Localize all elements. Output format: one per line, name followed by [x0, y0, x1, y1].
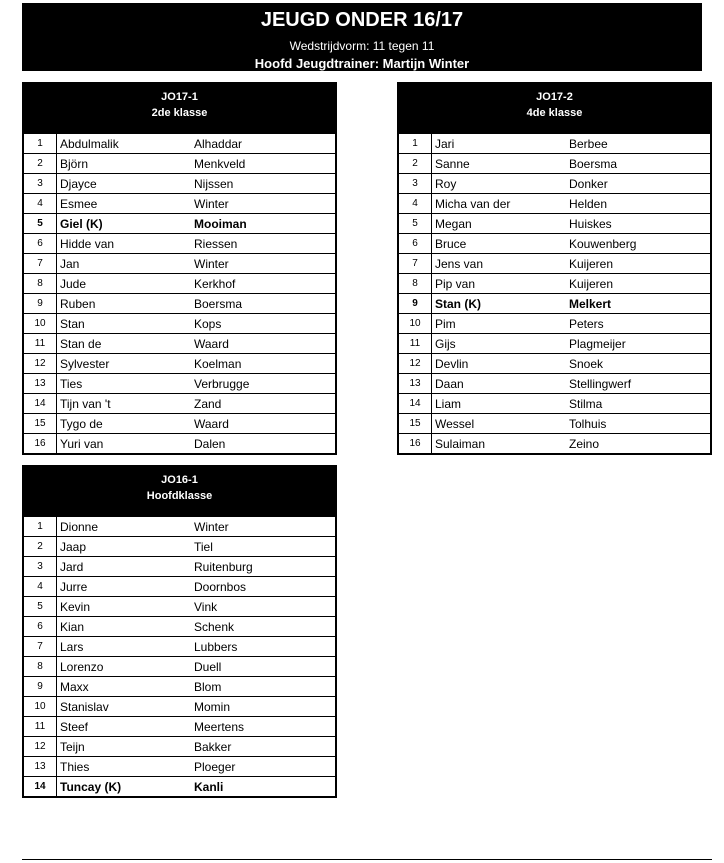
player-first-name: Lorenzo [57, 657, 195, 677]
player-first-name: Djayce [57, 174, 195, 194]
player-first-name: Giel (K) [57, 214, 195, 234]
player-first-name: Jard [57, 557, 195, 577]
player-first-name: Tijn van 't [57, 394, 195, 414]
player-last-name: Helden [569, 194, 710, 214]
player-last-name: Snoek [569, 354, 710, 374]
player-first-name: Björn [57, 154, 195, 174]
team-league: 4de klasse [526, 107, 583, 119]
player-number: 10 [24, 314, 57, 334]
player-row [399, 234, 710, 254]
player-row [24, 677, 335, 697]
team-name: JO17-2 [536, 91, 573, 103]
player-row [399, 394, 710, 414]
player-last-name: Donker [569, 174, 710, 194]
player-number: 12 [24, 354, 57, 374]
player-row [24, 314, 335, 334]
player-last-name: Duell [194, 657, 335, 677]
player-first-name: Jude [57, 274, 195, 294]
team-header [24, 467, 335, 516]
player-number: 12 [24, 737, 57, 757]
player-number: 5 [24, 597, 57, 617]
player-last-name: Winter [194, 517, 335, 537]
player-last-name: Winter [194, 194, 335, 214]
player-first-name: Abdulmalik [57, 134, 195, 154]
player-number: 13 [24, 374, 57, 394]
player-first-name: Roy [432, 174, 570, 194]
player-number: 13 [399, 374, 432, 394]
player-number: 3 [24, 557, 57, 577]
player-last-name: Schenk [194, 617, 335, 637]
player-number: 7 [24, 254, 57, 274]
player-last-name: Melkert [569, 294, 710, 314]
player-last-name: Riessen [194, 234, 335, 254]
player-number: 8 [24, 274, 57, 294]
player-last-name: Ruitenburg [194, 557, 335, 577]
player-number: 8 [24, 657, 57, 677]
player-last-name: Zeino [569, 434, 710, 454]
player-first-name: Liam [432, 394, 570, 414]
player-row [24, 434, 335, 454]
player-row [399, 434, 710, 454]
player-last-name: Huiskes [569, 214, 710, 234]
player-number: 8 [399, 274, 432, 294]
player-number: 14 [399, 394, 432, 414]
player-first-name: Esmee [57, 194, 195, 214]
player-number: 2 [399, 154, 432, 174]
player-row [24, 234, 335, 254]
player-last-name: Momin [194, 697, 335, 717]
player-row [399, 214, 710, 234]
player-row [24, 577, 335, 597]
team-card-jo17-1 [22, 82, 337, 455]
player-table [24, 516, 335, 796]
player-first-name: Devlin [432, 354, 570, 374]
player-last-name: Tolhuis [569, 414, 710, 434]
player-first-name: Dionne [57, 517, 195, 537]
player-number: 6 [24, 234, 57, 254]
team-card-jo17-2 [397, 82, 712, 455]
player-number: 14 [24, 394, 57, 414]
player-last-name: Tiel [194, 537, 335, 557]
player-last-name: Alhaddar [194, 134, 335, 154]
head-trainer: Hoofd Jeugdtrainer: Martijn Winter [254, 56, 470, 71]
player-number: 2 [24, 537, 57, 557]
player-last-name: Koelman [194, 354, 335, 374]
player-number: 11 [24, 334, 57, 354]
team-header [24, 84, 335, 133]
player-first-name: Wessel [432, 414, 570, 434]
player-first-name: Stan de [57, 334, 195, 354]
player-last-name: Stellingwerf [569, 374, 710, 394]
player-last-name: Kuijeren [569, 274, 710, 294]
player-number: 9 [24, 677, 57, 697]
player-row [24, 214, 335, 234]
player-last-name: Waard [194, 414, 335, 434]
match-format: Wedstrijdvorm: 11 tegen 11 [289, 39, 435, 53]
player-row [399, 314, 710, 334]
player-row [399, 294, 710, 314]
player-number: 16 [399, 434, 432, 454]
player-number: 15 [24, 414, 57, 434]
player-first-name: Bruce [432, 234, 570, 254]
player-row [24, 254, 335, 274]
player-row [24, 194, 335, 214]
player-last-name: Lubbers [194, 637, 335, 657]
player-number: 11 [399, 334, 432, 354]
player-number: 10 [24, 697, 57, 717]
player-row [24, 617, 335, 637]
player-row [399, 254, 710, 274]
player-row [24, 697, 335, 717]
player-row [24, 134, 335, 154]
player-row [24, 394, 335, 414]
player-row [399, 414, 710, 434]
player-row [24, 777, 335, 797]
player-number: 10 [399, 314, 432, 334]
player-number: 3 [24, 174, 57, 194]
player-last-name: Menkveld [194, 154, 335, 174]
player-number: 7 [399, 254, 432, 274]
player-number: 6 [24, 617, 57, 637]
player-last-name: Waard [194, 334, 335, 354]
player-last-name: Doornbos [194, 577, 335, 597]
player-last-name: Dalen [194, 434, 335, 454]
player-first-name: Thies [57, 757, 195, 777]
team-header [399, 84, 710, 133]
player-first-name: Teijn [57, 737, 195, 757]
player-number: 12 [399, 354, 432, 374]
player-first-name: Jens van [432, 254, 570, 274]
player-table [399, 133, 710, 453]
player-last-name: Boersma [569, 154, 710, 174]
player-last-name: Kerkhof [194, 274, 335, 294]
player-number: 2 [24, 154, 57, 174]
player-last-name: Stilma [569, 394, 710, 414]
player-row [24, 537, 335, 557]
player-first-name: Jari [432, 134, 570, 154]
player-row [399, 354, 710, 374]
player-row [24, 174, 335, 194]
player-first-name: Sylvester [57, 354, 195, 374]
player-last-name: Plagmeijer [569, 334, 710, 354]
player-row [24, 757, 335, 777]
player-first-name: Sulaiman [432, 434, 570, 454]
team-name: JO17-1 [161, 91, 198, 103]
player-first-name: Sanne [432, 154, 570, 174]
player-first-name: Jurre [57, 577, 195, 597]
player-last-name: Winter [194, 254, 335, 274]
player-number: 1 [399, 134, 432, 154]
player-row [399, 134, 710, 154]
player-number: 4 [399, 194, 432, 214]
player-first-name: Stanislav [57, 697, 195, 717]
player-number: 9 [399, 294, 432, 314]
player-last-name: Boersma [194, 294, 335, 314]
player-last-name: Berbee [569, 134, 710, 154]
player-number: 9 [24, 294, 57, 314]
player-row [399, 194, 710, 214]
player-first-name: Lars [57, 637, 195, 657]
player-row [24, 597, 335, 617]
player-number: 16 [24, 434, 57, 454]
player-first-name: Micha van der [432, 194, 570, 214]
player-number: 6 [399, 234, 432, 254]
player-row [24, 517, 335, 537]
player-first-name: Tuncay (K) [57, 777, 195, 797]
player-first-name: Hidde van [57, 234, 195, 254]
player-first-name: Ties [57, 374, 195, 394]
player-row [399, 374, 710, 394]
player-last-name: Peters [569, 314, 710, 334]
player-row [399, 274, 710, 294]
player-first-name: Pim [432, 314, 570, 334]
player-last-name: Verbrugge [194, 374, 335, 394]
player-last-name: Kuijeren [569, 254, 710, 274]
player-first-name: Maxx [57, 677, 195, 697]
page-title: JEUGD ONDER 16/17 [260, 9, 464, 31]
player-number: 1 [24, 134, 57, 154]
player-row [24, 717, 335, 737]
player-row [399, 334, 710, 354]
player-first-name: Jan [57, 254, 195, 274]
player-row [24, 557, 335, 577]
player-first-name: Tygo de [57, 414, 195, 434]
player-last-name: Nijssen [194, 174, 335, 194]
player-row [24, 657, 335, 677]
player-number: 5 [24, 214, 57, 234]
player-last-name: Kops [194, 314, 335, 334]
player-last-name: Zand [194, 394, 335, 414]
player-number: 14 [24, 777, 57, 797]
team-league: Hoofdklasse [146, 490, 213, 502]
player-number: 3 [399, 174, 432, 194]
player-number: 15 [399, 414, 432, 434]
player-first-name: Stan [57, 314, 195, 334]
player-row [399, 154, 710, 174]
player-number: 4 [24, 577, 57, 597]
player-first-name: Stan (K) [432, 294, 570, 314]
player-last-name: Vink [194, 597, 335, 617]
player-row [24, 274, 335, 294]
player-first-name: Kian [57, 617, 195, 637]
player-last-name: Bakker [194, 737, 335, 757]
player-number: 4 [24, 194, 57, 214]
player-row [24, 354, 335, 374]
team-league: 2de klasse [151, 107, 208, 119]
player-last-name: Ploeger [194, 757, 335, 777]
player-last-name: Kouwenberg [569, 234, 710, 254]
player-row [24, 294, 335, 314]
player-last-name: Kanli [194, 777, 335, 797]
player-row [399, 174, 710, 194]
player-number: 13 [24, 757, 57, 777]
player-number: 7 [24, 637, 57, 657]
page-header [22, 3, 702, 71]
player-first-name: Gijs [432, 334, 570, 354]
player-row [24, 334, 335, 354]
player-last-name: Meertens [194, 717, 335, 737]
player-last-name: Mooiman [194, 214, 335, 234]
player-first-name: Daan [432, 374, 570, 394]
footer-divider [22, 859, 712, 860]
player-row [24, 154, 335, 174]
player-table [24, 133, 335, 453]
player-row [24, 414, 335, 434]
player-first-name: Yuri van [57, 434, 195, 454]
team-name: JO16-1 [161, 474, 198, 486]
player-first-name: Megan [432, 214, 570, 234]
team-card-jo16-1 [22, 465, 337, 798]
player-first-name: Jaap [57, 537, 195, 557]
player-row [24, 737, 335, 757]
player-row [24, 637, 335, 657]
player-number: 5 [399, 214, 432, 234]
player-first-name: Steef [57, 717, 195, 737]
player-last-name: Blom [194, 677, 335, 697]
player-number: 1 [24, 517, 57, 537]
player-first-name: Ruben [57, 294, 195, 314]
player-number: 11 [24, 717, 57, 737]
player-first-name: Kevin [57, 597, 195, 617]
player-row [24, 374, 335, 394]
player-first-name: Pip van [432, 274, 570, 294]
